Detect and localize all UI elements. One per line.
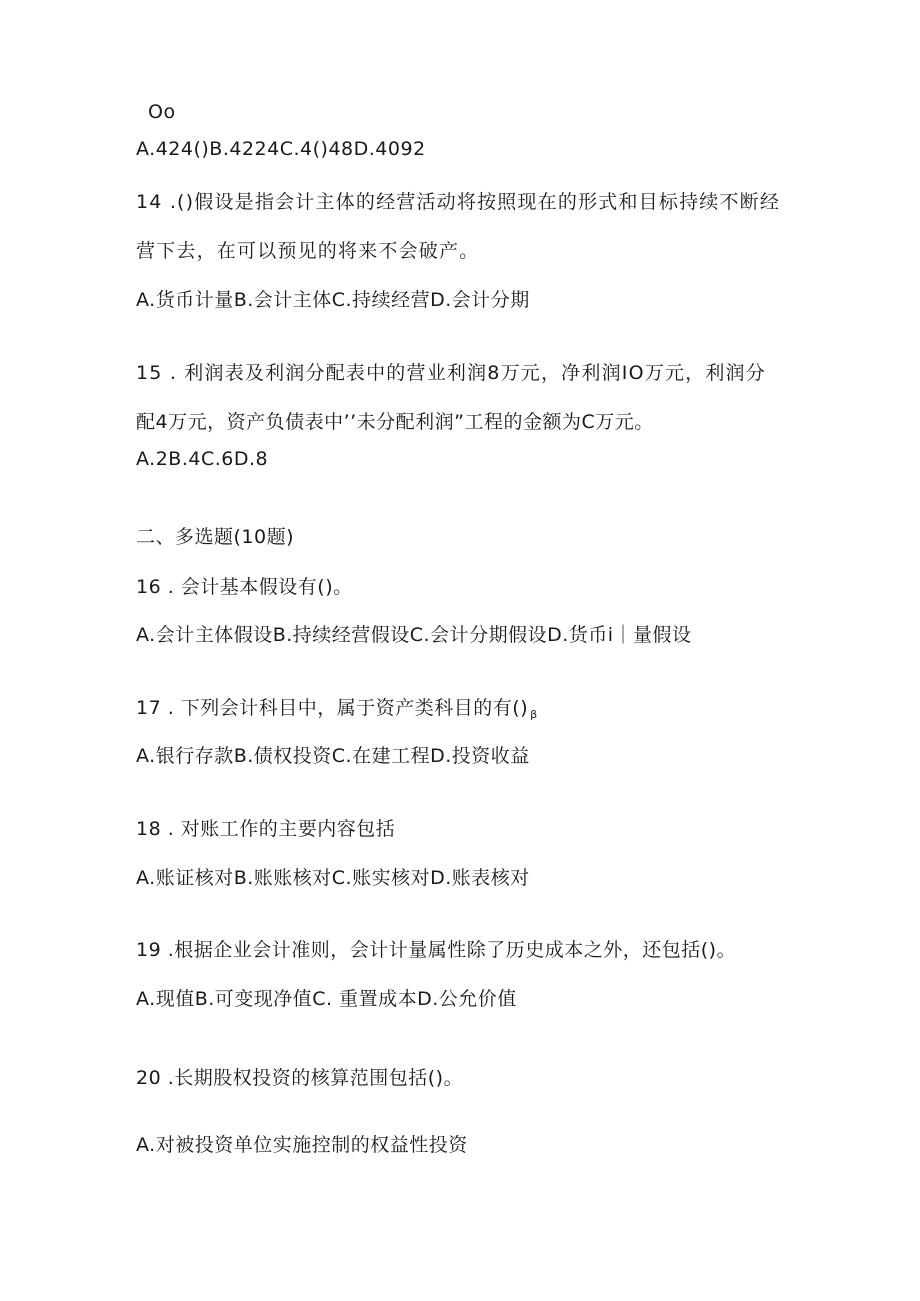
q20-option-a: A.对被投资单位实施控制的权益性投资 (136, 1134, 468, 1156)
q17-options: A.银行存款B.债权投资C.在建工程D.投资收益 (136, 745, 530, 767)
q13-options: A.424()B.4224C.4()48D.4092 (136, 138, 426, 160)
q15-options: A.2B.4C.6D.8 (136, 448, 269, 470)
q17-stem-row (136, 696, 538, 727)
q16-options: A.会计主体假设B.持续经营假设C.会计分期假设D.货币i｜量假设 (136, 624, 692, 646)
q19-options: A.现值B.可变现净值C. 重置成本D.公允价值 (136, 988, 517, 1010)
q15-stem-line1: 15 . 利润表及利润分配表中的营业利润8万元，净利润IO万元，利润分 (136, 362, 766, 384)
q15-stem-line2: 配4万元，资产负债表中’’未分配利润”工程的金额为C万元。 (136, 411, 654, 433)
text-fragment: Oo (148, 101, 176, 123)
q17-stem: 17 . 下列会计科目中，属于资产类科目的有() (136, 697, 529, 719)
section-title: 二、多选题(10题) (136, 526, 295, 548)
q14-stem-line2: 营下去，在可以预见的将来不会破产。 (136, 240, 480, 262)
q16-stem: 16 . 会计基本假设有()。 (136, 576, 353, 598)
q19-stem: 19 .根据企业会计准则，会计计量属性除了历史成本之外，还包括()。 (136, 939, 737, 961)
q20-stem: 20 .长期股权投资的核算范围包括()。 (136, 1067, 464, 1089)
q14-stem-line1: 14 .()假设是指会计主体的经营活动将按照现在的形式和目标持续不断经 (136, 191, 781, 213)
q14-options: A.货币计量B.会计主体C.持续经营D.会计分期 (136, 289, 530, 311)
q18-stem: 18 . 对账工作的主要内容包括 (136, 818, 396, 840)
q17-stem-tail: β (530, 708, 538, 721)
q18-options: A.账证核对B.账账核对C.账实核对D.账表核对 (136, 867, 530, 889)
